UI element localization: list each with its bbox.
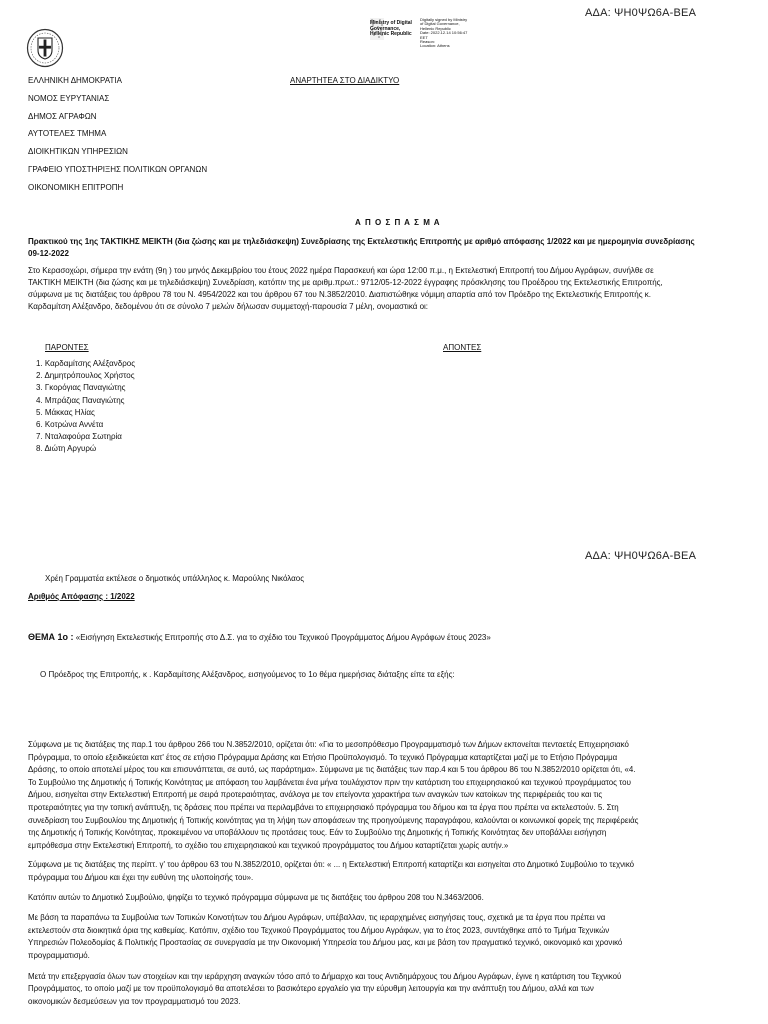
opening-line: Στο Κερασοχώρι, σήμερα την ενάτη (9η ) του μηνός Δεκεμβρίου του έτους 2022 ημέρα Παρασκευή και ώρα 12:00 π.μ., η Εκτελεστική Επιτροπή του Δήμου Αγράφων, συνήλθε σε — [28, 266, 654, 275]
paragraph — [28, 912, 766, 962]
signature-detail-line: Digitally signed by Ministry — [420, 17, 468, 22]
authority-line: ΔΗΜΟΣ ΑΓΡΑΦΩΝ — [28, 112, 97, 121]
intro-line: 09-12-2022 — [28, 249, 69, 258]
paragraph-line: Υπηρεσιών Πολεοδομίας & Πολιτικής Προστασίας σε συνεργασία με την Οικονομική Υπηρεσία του Δήμου μας, και με βάση τον πραγματικό τεχνικό, οικονομικό και χρονικό — [28, 938, 623, 948]
signature-detail-line: Hellenic Republic — [420, 25, 451, 31]
paragraph-line: εμπρόθεσμα στην Εκτελεστική Επιτροπή, το σχέδιο του επιχειρησιακού και τεχνικού προγράμματος του Δήμου καταρτίζεται χωρίς αυτήν.» — [28, 840, 509, 850]
signature-org-line: Ministry of Digital — [370, 20, 412, 26]
list-item: 8. Διώτη Αργυρώ — [36, 444, 97, 454]
list-item: 6. Κοτρώνα Αννέτα — [36, 420, 104, 430]
topic-text: «Εισήγηση Εκτελεστικής Επιτροπής στο Δ.Σ. για το σχέδιο του Τεχνικού Προγράμματος Δήμου Αγράφων έτους 2023» — [75, 633, 491, 642]
secretary-line: Χρέη Γραμματέα εκτέλεσε ο δημοτικός υπάλληλος κ. Μαρούλης Νικόλαος — [45, 574, 305, 583]
paragraph-line: Το Συμβούλιο της Δημοτικής ή Τοπικής Κοινότητας με απόφαση του λαμβάνεται ένα μήνα τουλάχιστον πριν την κατάρτιση του επιχειρησιακού και τεχνικού προγράμματος του — [28, 777, 631, 787]
paragraph-line: πρόγραμμα του Δήμου και έχει την ευθύνη της υλοποίησής του». — [28, 872, 254, 882]
topic-label: ΘΕΜΑ 1ο : — [28, 632, 74, 642]
signature-detail-line: of Digital Governance, — [420, 21, 460, 27]
authority-line: ΟΙΚΟΝΟΜΙΚΗ ΕΠΙΤΡΟΠΗ — [28, 183, 124, 192]
paragraph-line: προγραμματισμό. — [28, 950, 90, 960]
paragraph-line: Με βάση τα παραπάνω τα Συμβούλια των Τοπικών Κοινοτήτων του Δήμου Αγράφων, υπέβαλλαν, τις ιεραρχημένες εισηγήσεις τους, σχετικά με τα έργα που πρέπει να — [28, 913, 606, 923]
chair-intro: Ο Πρόεδρος της Επιτροπής, κ . Καρδαμίτσης Αλέξανδρος, εισηγούμενος το 1ο θέμα ημερήσιας διάταξης είπε τα εξής: — [40, 670, 455, 679]
ada-code-mid: ΑΔΑ: ΨΗ0ΨΩ6Α-ΒΕΑ — [585, 550, 697, 562]
publish-note: ΑΝΑΡΤΗΤΕΑ ΣΤΟ ΔΙΑΔΙΚΤΥΟ — [290, 76, 400, 85]
list-item: 7. Νταλαφούρα Σωτηρία — [36, 432, 122, 442]
paragraph-line: οικονομικών δεσμεύσεων για τον προγραμματισμό του 2023. — [28, 996, 241, 1006]
signature-detail-line: Reason: — [420, 39, 435, 45]
paragraph-line: Προγράμματος, το οποίο μαζί με τον προϋπολογισμό θα αποτελέσει το βασικότερο εργαλείο για την εύρυθμη λειτουργία και την ανάπτυξη του Δήμου, αλλά και των — [28, 984, 594, 994]
opening-line: Καρδαμίτση Αλέξανδρο, δεδομένου ότι σε σύνολο 7 μελών δήλωσαν συμμετοχή-παρουσία 7 μέλη, ονομαστικά οι: — [28, 302, 429, 311]
present-list — [36, 358, 135, 456]
signature-details — [420, 18, 467, 49]
list-item: 5. Μάκκας Ηλίας — [36, 407, 95, 417]
signature-detail-line: EET — [420, 34, 428, 40]
signature-detail-line: Location: Athens — [420, 43, 450, 49]
list-item: 3. Γκορόγιας Παναγιώτης — [36, 383, 126, 393]
paragraph-line: προτεραιότητες για την τοπική ανάπτυξη, τις δράσεις που πρέπει να περιλαμβάνει το επιχειρησιακό πρόγραμμα του δήμου και τα έργα που πρέπει να εκτελεστούν. 5. Στη — [28, 802, 619, 812]
signature-org — [370, 21, 412, 38]
opening-line: σύμφωνα με τις διατάξεις του άρθρου 78 του Ν. 4954/2022 και του άρθρου 67 του Ν.3852/2010. Διαπιστώθηκε νόμιμη απαρτία από τον Πρόεδρο της Εκτελεστικής Επιτροπής κ. — [28, 290, 651, 299]
opening-paragraph — [28, 265, 763, 313]
paragraph — [28, 892, 766, 905]
authority-line: ΔΙΟΙΚΗΤΙΚΩΝ ΥΠΗΡΕΣΙΩΝ — [28, 147, 128, 156]
document-title: Α Π Ο Σ Π Α Σ Μ Α — [355, 218, 441, 227]
body-text — [28, 739, 766, 1008]
paragraph-line: συνεδρίαση του Συμβουλίου της Δημοτικής ή Τοπικής κοινότητας για τη λήψη των αποφάσεων της προηγούμενης παραγράφου, καλούνται οι κοινωνικοί φορείς της περιφέρειάς — [28, 815, 639, 825]
signature-org-line: Governance, — [370, 25, 401, 32]
paragraph — [28, 971, 766, 1009]
signature-detail-line: Date: 2022.12.14 10:56:47 — [420, 30, 468, 36]
present-heading: ΠΑΡΟΝΤΕΣ — [45, 343, 89, 352]
absent-heading: ΑΠΟΝΤΕΣ — [443, 343, 482, 352]
paragraph — [28, 739, 766, 852]
paragraph-line: Μετά την επεξεργασία όλων των στοιχείων και την ιεράρχηση αναγκών τόσο από το Δήμαρχο και τους Αντιδημάρχους του Δήμου Αγράφων, έγινε η κατάρτιση του Τεχνικού — [28, 971, 622, 981]
authority-line: ΕΛΛΗΝΙΚΗ ΔΗΜΟΚΡΑΤΙΑ — [28, 76, 122, 85]
paragraph — [28, 859, 766, 884]
paragraph-line: Δράσης, το οποίο αποτελεί μέρος του και επισυνάπτεται, σε αυτό, ως παράρτημα». Σύμφωνα με τις διατάξεις των παρ.4 και 5 του άρθρου 86 του Ν.3852/2010 ορίζεται ότι, «4. — [28, 765, 636, 775]
topic-line — [28, 631, 491, 644]
paragraph-line: Κατόπιν αυτών το Δημοτικό Συμβούλιο, ψηφίζει το τεχνικό πρόγραμμα σύμφωνα με τις διατάξεις του άρθρου 208 του Ν.3463/2006. — [28, 892, 484, 902]
paragraph-line: Πρόγραμμα, το οποίο εξειδικεύεται κατ' έτος σε ετήσιο Πρόγραμμα Δράσης και Ετήσιο Προϋπολογισμό. Το τεχνικό Πρόγραμμα καταρτίζεται μαζί με το Ετήσιο Πρόγραμμα — [28, 752, 618, 762]
paragraph-line: Δήμου, εισηγείται στην Εκτελεστική Επιτροπή με σειρά προτεραιότητας, ανάλογα με τον επείγοντα χαρακτήρα των αναγκών των κατοίκων της περιφέρειάς του και τις — [28, 790, 603, 800]
coat-of-arms-icon — [26, 28, 64, 73]
authority-line: ΝΟΜΟΣ ΕΥΡΥΤΑΝΙΑΣ — [28, 94, 110, 103]
authority-line: ΑΥΤΟΤΕΛΕΣ ΤΜΗΜΑ — [28, 129, 107, 138]
decision-number: Αριθμός Απόφασης : 1/2022 — [28, 592, 135, 601]
list-item: 4. Μπράζιας Παναγιώτης — [36, 395, 125, 405]
paragraph-line: Σύμφωνα με τις διατάξεις της περίπτ. γ' του άρθρου 63 του Ν.3852/2010, ορίζεται ότι: « ... η Εκτελεστική Επιτροπή καταρτίζει και εισηγείται στο Δημοτικό Συμβούλιο το τεχνικό — [28, 860, 635, 870]
signature-org-line: Hellenic Republic — [370, 31, 412, 38]
opening-line: ΤΑΚΤΙΚΗ ΜΕΙΚΤΗ (δια ζώσης και με τηλεδιάσκεψη) Συνεδρίαση, κατόπιν της με αριθμ.πρωτ.: 9712/05-12-2022 έγγραφης πρόσκλησης του Προέδρου της Εκτελεστικής Επιτροπής, — [28, 278, 663, 287]
list-item: 2. Δημητρόπουλος Χρήστος — [36, 371, 135, 381]
paragraph-line: της Δημοτικής ή Τοπικής Κοινότητας, προκειμένου να υποβάλλουν τις προτάσεις τους. Εάν το Συμβούλιο της Δημοτικής ή Τοπικής Κοινότητας δεν υποβάλλει εισήγηση — [28, 828, 607, 838]
intro-line: Πρακτικού της 1ης ΤΑΚΤΙΚΗΣ ΜΕΙΚΤΗ (δια ζώσης και με τηλεδιάσκεψη) Συνεδρίασης της Εκτελεστικής Επιτροπής με αριθμό απόφασης 1/2022 και με ημερομηνία συνεδρίασης — [28, 237, 695, 246]
list-item: 1. Καρδαμίτσης Αλέξανδρος — [36, 359, 136, 368]
paragraph-line: Σύμφωνα με τις διατάξεις της παρ.1 του άρθρου 266 του Ν.3852/2010, ορίζεται ότι: «Για το μεσοπρόθεσμο Προγραμματισμό των Δήμων εκπονείται πενταετές Επιχειρησιακό — [28, 740, 629, 749]
authority-line: ΓΡΑΦΕΙΟ ΥΠΟΣΤΗΡΙΞΗΣ ΠΟΛΙΤΙΚΩΝ ΟΡΓΑΝΩΝ — [28, 165, 208, 174]
paragraph-line: εκτελεστούν στα διοικητικά όρια της καθεμίας. Κατόπιν, σχέδιο του Τεχνικού Προγράμματος του Δήμου Αγράφων, για το έτος 2023, συντάχθηκε από το Τμήμα Τεχνικών — [28, 925, 610, 935]
ada-code-top: ΑΔΑ: ΨΗ0ΨΩ6Α-ΒΕΑ — [585, 7, 697, 19]
